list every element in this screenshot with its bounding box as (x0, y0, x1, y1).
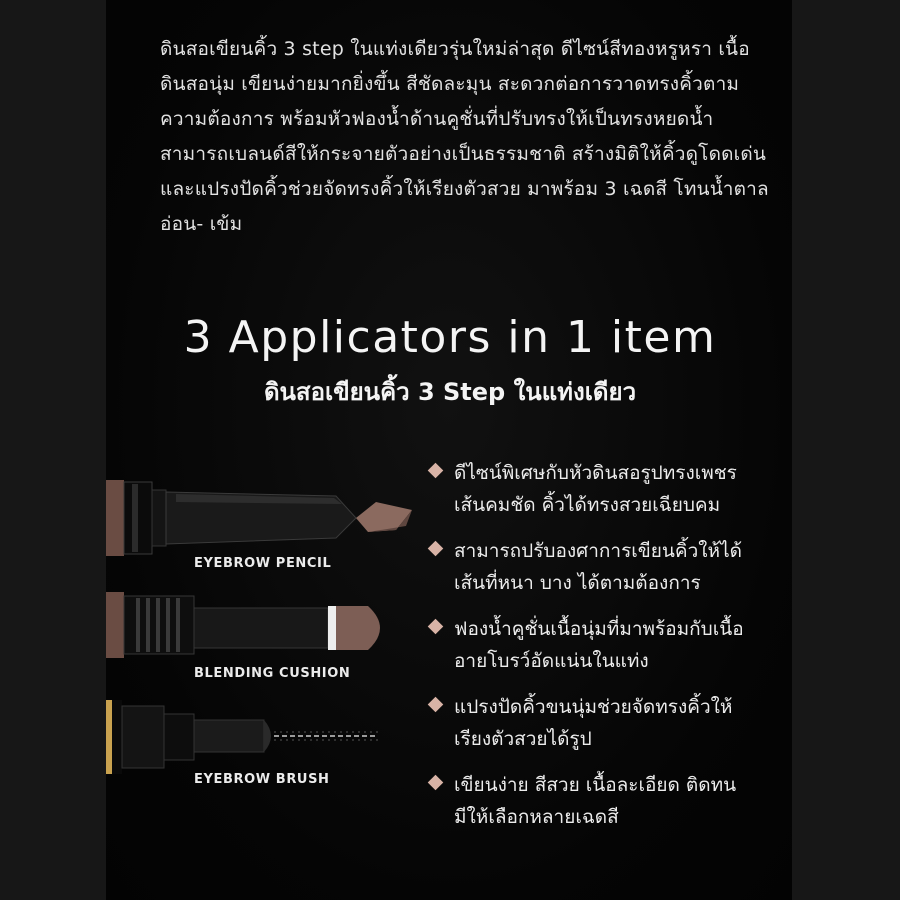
diamond-bullet-icon (428, 775, 444, 791)
eyebrow-brush-label: EYEBROW BRUSH (194, 772, 330, 787)
feature-line-2: เรียงตัวสวยได้รูป (454, 728, 592, 750)
pencil-cap-brown (106, 480, 124, 556)
intro-line: สามารถเบลนด์สีให้กระจายตัวอย่างเป็นธรรมชาติ สร้างมิติให้คิ้วดูโดดเด่น (160, 143, 767, 165)
brush-gold-band (106, 700, 112, 774)
feature-item (428, 452, 788, 530)
feature-line-2: อายโบรว์อัดแน่นในแท่ง (454, 650, 649, 672)
brush-collar (164, 714, 194, 760)
pencil-collar-ridge (132, 484, 138, 552)
intro-line: ดินสอเขียนคิ้ว 3 step ในแท่งเดียวรุ่นใหม่ล่าสุด ดีไซน์สีทองหรูหรา เนื้อ (160, 38, 750, 60)
brush-end-cap (112, 700, 122, 774)
brush-grip (122, 706, 164, 768)
feature-item (428, 764, 788, 842)
diamond-bullet-icon (428, 697, 444, 713)
brush-neck (264, 720, 271, 752)
pencil-diamond-tip (356, 502, 412, 532)
intro-line: ดินสอนุ่ม เขียนง่ายมากยิ่งขึ้น สีชัดละมุน สะดวกต่อการวาดทรงคิ้วตาม (160, 73, 740, 95)
feature-line-2: เส้นที่หนา บาง ได้ตามต้องการ (454, 572, 701, 594)
diamond-bullet-icon (428, 541, 444, 557)
cushion-cap-brown (106, 592, 124, 658)
feature-list (428, 452, 788, 842)
intro-line: ความต้องการ พร้อมหัวฟองน้ำด้านคูชั่นที่ปรับทรงให้เป็นทรงหยดน้ำ (160, 108, 714, 130)
cushion-sponge-tip (336, 606, 380, 650)
cushion-body (194, 608, 328, 648)
eyebrow-pencil-illustration (106, 478, 426, 562)
feature-line-1: เขียนง่าย สีสวย เนื้อละเอียด ติดทน (454, 774, 737, 796)
feature-item (428, 686, 788, 764)
intro-line: อ่อน- เข้ม (160, 213, 243, 235)
headline: 3 Applicators in 1 item (183, 312, 717, 363)
feature-line-1: ดีไซน์พิเศษกับหัวดินสอรูปทรงเพชร (454, 462, 737, 484)
feature-item (428, 608, 788, 686)
brush-body (194, 720, 264, 752)
blending-cushion-illustration (106, 588, 426, 664)
feature-line-2: มีให้เลือกหลายเฉดสี (454, 806, 619, 828)
feature-line-1: แปรงปัดคิ้วขนนุ่มช่วยจัดทรงคิ้วให้ (454, 696, 733, 718)
eyebrow-pencil-label: EYEBROW PENCIL (194, 556, 332, 571)
diamond-bullet-icon (428, 619, 444, 635)
feature-line-2: เส้นคมชัด คิ้วได้ทรงสวยเฉียบคม (454, 494, 721, 516)
blending-cushion-label: BLENDING CUSHION (194, 666, 351, 681)
feature-item (428, 530, 788, 608)
eyebrow-brush-illustration (106, 696, 426, 776)
pencil-ring (152, 490, 166, 546)
feature-line-1: ฟองน้ำคูชั่นเนื้อนุ่มที่มาพร้อมกับเนื้อ (454, 618, 744, 640)
feature-line-1: สามารถปรับองศาการเขียนคิ้วให้ได้ (454, 540, 742, 562)
intro-line: และแปรงปัดคิ้วช่วยจัดทรงคิ้วให้เรียงตัวสวย มาพร้อม 3 เฉดสี โทนน้ำตาล (160, 178, 769, 200)
diamond-bullet-icon (428, 463, 444, 479)
cushion-white-band (328, 606, 336, 650)
subheadline: ดินสอเขียนคิ้ว 3 Step ในแท่งเดียว (263, 378, 637, 406)
intro-paragraph (160, 32, 769, 242)
